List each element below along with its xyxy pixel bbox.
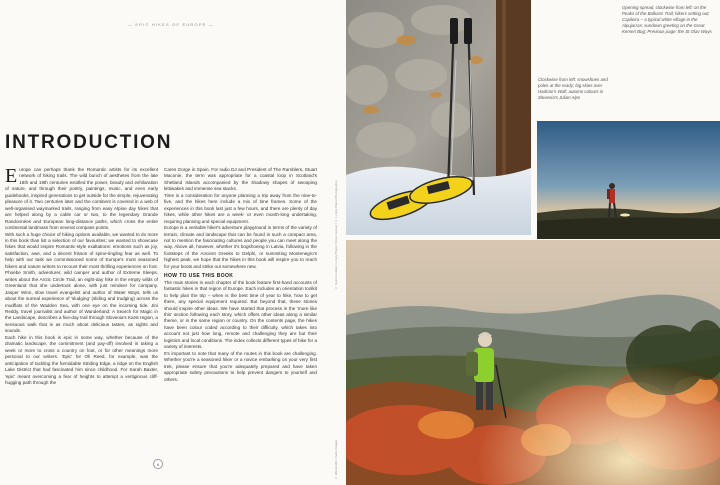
paragraph bbox=[5, 167, 158, 232]
paragraph: Cares Gorge in Spain. For radio DJ and President of The Ramblers, Stuart Maconie, the term was appropriate for a coastal loop in Scotland's Shetland Islands accompanied by the shadowy shapes of swooping kittiwakes and immense sea stacks. bbox=[164, 167, 317, 192]
text-column-1 bbox=[5, 167, 158, 386]
paragraph: Europe is a veritable hiker's adventure playground in terms of the variety of terrain, climate and landscape that can be found in such a compact area, not to mention the fascinating cultures and people you can meet along the way. Above all, however, whether it's bogshoeing in Latvia, following in the footsteps of the Ancient Greeks to Delphi, or summiting Montenegro's highest peak, we hope that the hikes in this book will inspire you to reach for your boots and strike out somewhere new. bbox=[164, 225, 317, 269]
section-heading: HOW TO USE THIS BOOK bbox=[164, 273, 234, 280]
photo-credit: © Justin Foulkes / Lonely Planet; Simon Jessop / © Lonely Planet Photographer bbox=[334, 180, 338, 290]
page-title: INTRODUCTION bbox=[5, 132, 173, 153]
paragraph: Each hike in this book is epic in some way, whether because of the dramatic landscape, the commitment (and pay-off) involved in taking a week or more to cross a country on foot, or for other meanings more personal to our writers. 'Epic' for Oli Reed, for example, was the anticipation of tackling the formidable Striding Edge, a ridge on the English Lake District that had fascinated him since childhood. For Sarah Baxter, 'epic' meant overcoming a fear of heights to attempt a vertiginous cliff-hugging path through the bbox=[5, 334, 158, 385]
paragraph: With such a huge choice of hiking options available, we wanted to do more in this book than list a selection of our favourites; we wanted to showcase hikes that would inspire Romantic-style exaltations: emotions such as joy, satisfaction, awe, and a decent frisson of spine-tingling fear as well. To help with our task we commissioned some of Europe's most seasoned hikers and nature writers to recount their most thrilling experiences on foot. Phoebe Smith, adventurer, wild camper and author of Extreme Sleeps, writes about the Arctic Circle Trail, an eight-day hike in the empty wilds of Greenland that she undertook alone, with just reindeer for company. Jasper Winn, slow travel evangelist and author of Water Ways, tells us about the surreal experience of 'sludging' (sliding and trudging) across the mudflats of the Wadden Sea, with one eye on the incoming tide. Jini Reddy, travel journalist and author of Wanderland: A Search for Magic in the Landscape, describes a five-day trail through Slovenia's Karst region, a sensuous walk that is as much about delicious tastes, as sights and sounds. bbox=[5, 231, 158, 334]
caption-left: Clockwise from left: snowshoes and poles at the ready; big skies over Hadrian's Wall; autumn colours in Slovenia's Julian Alps bbox=[538, 77, 608, 100]
snowshoes-photo bbox=[346, 0, 531, 235]
running-header: — EPIC HIKES OF EUROPE — bbox=[127, 22, 215, 27]
text-column-2 bbox=[164, 167, 317, 383]
photo-credit: © Westend61 / Getty Images bbox=[334, 439, 338, 480]
page-number: 6 bbox=[153, 459, 163, 469]
paragraph: It's important to note that many of the routes in this book are challenging. Whether you're a seasoned hiker or a novice embarking on your very first trek, please ensure that you're adequately prepared and have taken appropriate safety precautions to help prevent dangers to yourself and others. bbox=[164, 350, 317, 382]
hiker-dusk-photo bbox=[537, 121, 720, 239]
drop-cap: E bbox=[5, 165, 18, 187]
paragraph-text: urope can perhaps thank the Romantic artists for its excellent network of hiking trails. The wild bunch of aesthetes from the late 18th and 19th centuries extolled the power, beauty and exhilaration of nature, and through their poetry, paintings, music, and even early guidebooks, inspired generations to get outside for the simple, rejuvenating pleasure of it. Two centuries later and the continent is covered in a web of well-organised waymarked trails, ranging from easy Alpine day hikes that are helped along by a cable car or two, to the legendary Grande Randonnées and European long-distance paths, which cross the entire continental landmass from several compass points. bbox=[5, 167, 158, 231]
paragraph: Time is a consideration for anyone planning a trip away from the nine-to-five, and the hikes here include a mix of time frames. Some of the experiences in this book last just a few hours, and there are plenty of day hikes, while other hikes are a week- or even month-long undertaking, requiring planning and special equipment. bbox=[164, 192, 317, 224]
caption-right: Opening spread, clockwise from left: on the Peaks of the Balkans Trail; hikers setting out; Capileira – a typical white village in the Alpujarras; sundown greeting on the Great Kemeri Bog; Previous page: the St Olav Ways bbox=[622, 5, 712, 34]
paragraph: The main stories in each chapter of the book feature first-hand accounts of fantastic hikes in that region of Europe. Each includes an orientation toolkit to help plan the trip – when is the best time of year to hike, how to get there, any special equipment required. But beyond that, these stories should inspire other ideas. We have started that process in the 'more like this' section following each story, which offers other ideas along a similar theme, or in the same region or country. On the contents page, the hikes have been colour coded according to their difficulty, which takes into account not just how long, remote and challenging they are but their logistics and local conditions. The index collects different types of hike for a variety of interests. bbox=[164, 279, 317, 350]
autumn-hiker-photo bbox=[346, 240, 720, 485]
